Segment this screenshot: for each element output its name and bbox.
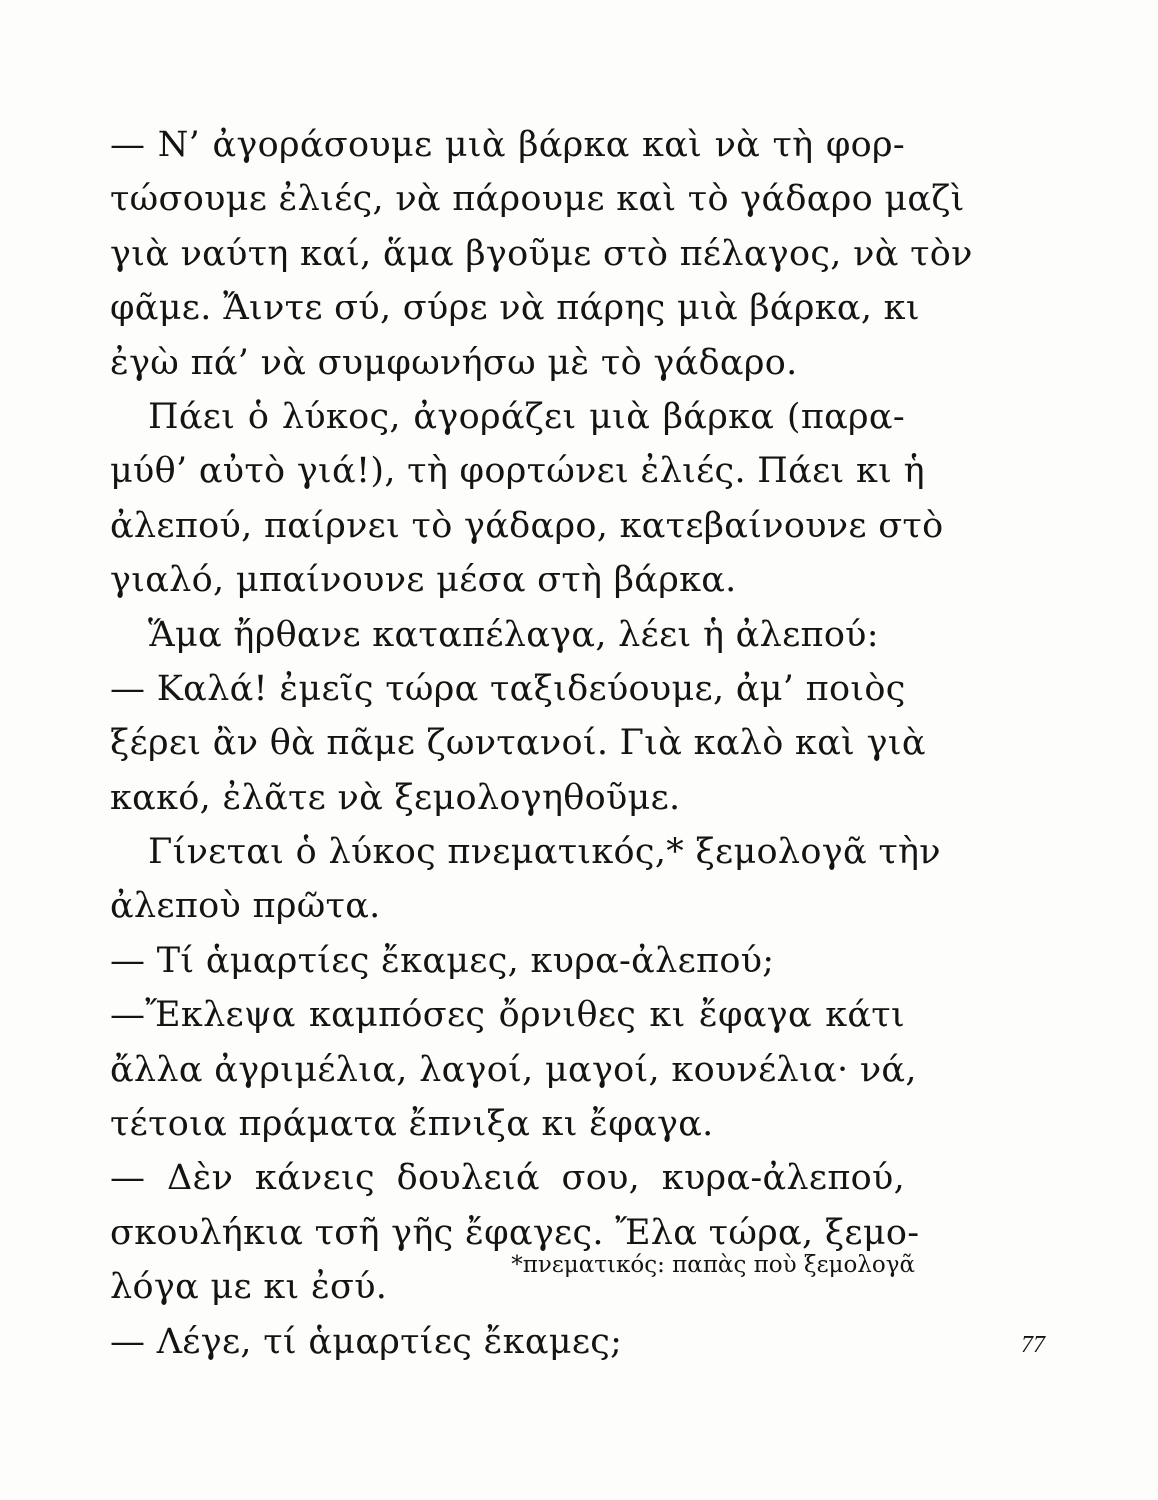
text-line: σκουλήκια τσῆ γῆς ἔφαγες. Ἔλα τώρα, ξεμο-: [110, 1212, 920, 1253]
text-line: ξέρει ἂν θὰ πᾶμε ζωντανοί. Γιὰ καλὸ καὶ γιὰ: [110, 723, 926, 764]
text-line: ἀλεποὺ πρῶτα.: [110, 886, 381, 927]
text-line: γιὰ ναύτη καί, ἅμα βγοῦμε στὸ πέλαγος, νὰ τὸν: [110, 233, 973, 274]
text-line: ἀλεπού, παίρνει τὸ γάδαρο, κατεβαίνουνε στὸ: [110, 505, 944, 546]
text-line: Πάει ὁ λύκος, ἀγοράζει μιὰ βάρκα (παρα-: [148, 396, 905, 437]
text-line: τώσουμε ἐλιές, νὰ πάρουμε καὶ τὸ γάδαρο μαζὶ: [110, 179, 965, 220]
text-line: λόγα με κι ἐσύ.: [110, 1267, 388, 1308]
text-line: μύθ’ αὐτὸ γιά!), τὴ φορτώνει ἐλιές. Πάει κι ἡ: [110, 451, 925, 492]
text-line: ἐγὼ πά’ νὰ συμφωνήσω μὲ τὸ γάδαρο.: [110, 342, 798, 383]
body-text: [110, 118, 973, 1369]
text-line: — Ν’ ἀγοράσουμε μιὰ βάρκα καὶ νὰ τὴ φορ-: [110, 125, 905, 165]
footnote: *πνεματικός: παπὰς ποὺ ξεμολογᾶ: [511, 1252, 915, 1278]
text-line: ἄλλα ἀγριμέλια, λαγοί, μαγοί, κουνέλια· νά,: [110, 1049, 917, 1090]
page-number: 77: [1021, 1332, 1045, 1358]
text-line: —Ἔκλεψα καμπόσες ὄρνιθες κι ἔφαγα κάτι: [110, 995, 905, 1036]
text-line: Γίνεται ὁ λύκος πνεματικός,* ξεμολογᾶ τὴν: [148, 832, 941, 873]
text-line: — Καλά! ἐμεῖς τώρα ταξιδεύουμε, ἀμ’ ποιὸς: [110, 668, 906, 709]
text-line: κακό, ἐλᾶτε νὰ ξεμολογηθοῦμε.: [110, 777, 681, 818]
text-line: γιαλό, μπαίνουνε μέσα στὴ βάρκα.: [110, 560, 737, 601]
text-line: τέτοια πράματα ἔπνιξα κι ἔφαγα.: [110, 1104, 714, 1145]
text-line: φᾶμε. Ἄιντε σύ, σύρε νὰ πάρης μιὰ βάρκα, κι: [110, 288, 920, 329]
text-line: — Δὲν κάνεις δουλειά σου, κυρα-ἀλεπού,: [110, 1158, 905, 1199]
text-line: — Λέγε, τί ἁμαρτίες ἔκαμες;: [110, 1321, 623, 1362]
text-line: Ἅμα ἤρθανε καταπέλαγα, λέει ἡ ἀλεπού:: [148, 614, 879, 655]
text-line: — Τί ἁμαρτίες ἔκαμες, κυρα-ἀλεπού;: [110, 940, 775, 981]
